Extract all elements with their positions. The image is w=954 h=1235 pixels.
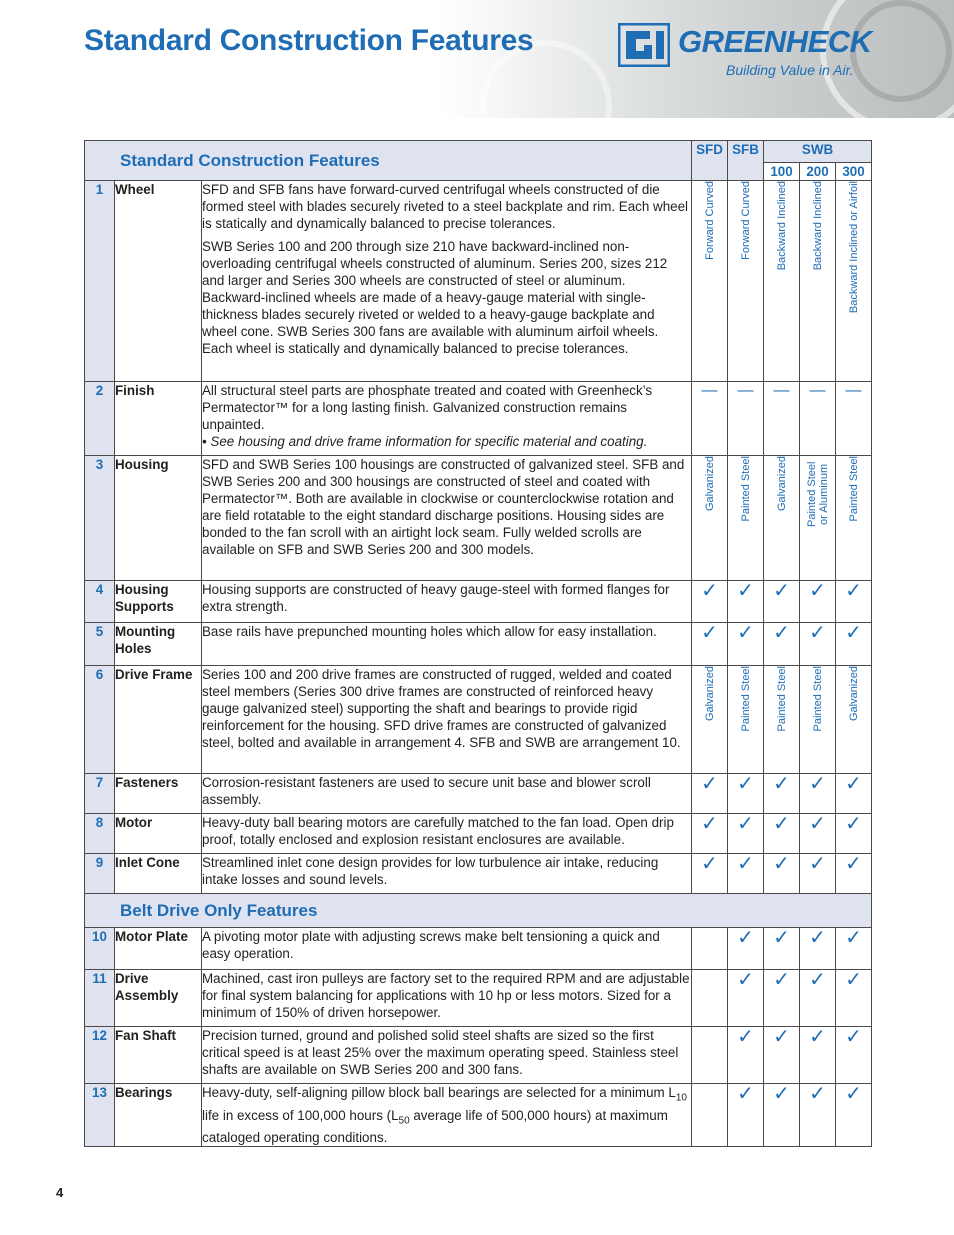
belt-section-title: Belt Drive Only Features [120, 900, 318, 920]
row-number: 7 [85, 774, 115, 814]
row-number: 11 [85, 970, 115, 1027]
availability-cell [764, 1027, 800, 1084]
availability-cell [836, 581, 872, 623]
availability-cell [764, 928, 800, 970]
availability-cell [728, 854, 764, 894]
row-number: 5 [85, 623, 115, 666]
description-text: average life of 500,000 hours) at maximum cataloged operating conditions. [202, 1107, 668, 1146]
availability-cell [764, 854, 800, 894]
check-icon: ✓ [773, 580, 790, 602]
availability-cell [836, 970, 872, 1027]
description-text: Base rails have prepunched mounting holes which allow for easy installation. [202, 624, 657, 639]
availability-cell [692, 1027, 728, 1084]
description-text: 50 [398, 1115, 410, 1127]
description-text: • See housing and drive frame information for specific material and coating. [202, 434, 648, 449]
table-row [85, 814, 872, 854]
table-row [85, 774, 872, 814]
availability-label: Painted Steel or Aluminum [805, 461, 830, 527]
availability-cell [800, 774, 836, 814]
logo-wordmark: GREENHECK [678, 24, 872, 59]
check-icon: ✓ [809, 622, 826, 644]
check-icon: ✓ [773, 927, 790, 949]
feature-name: Bearings [115, 1084, 202, 1147]
row-number: 1 [85, 181, 115, 382]
availability-cell [836, 774, 872, 814]
availability-cell [800, 1084, 836, 1147]
feature-name: Wheel [115, 181, 202, 382]
row-number: 6 [85, 666, 115, 774]
feature-description [202, 623, 692, 666]
availability-label: Forward Curved [739, 181, 752, 260]
col-header-swb-200: 200 [800, 163, 836, 181]
availability-cell [800, 623, 836, 666]
description-text: life in excess of 100,000 hours (L [202, 1107, 399, 1123]
dash-mark: — [773, 382, 790, 399]
feature-description [202, 456, 692, 581]
description-text: Streamlined inlet cone design provides for low turbulence air intake, reducing intake losses and sound levels. [202, 855, 659, 887]
availability-label: Forward Curved [703, 181, 716, 260]
section-header [85, 141, 692, 181]
availability-cell [728, 1027, 764, 1084]
feature-name: Drive Frame [115, 666, 202, 774]
table-row [85, 666, 872, 774]
check-icon: ✓ [809, 1083, 826, 1105]
feature-description [202, 181, 692, 382]
check-icon: ✓ [773, 853, 790, 875]
table-row [85, 623, 872, 666]
table-row [85, 1027, 872, 1084]
row-number: 4 [85, 581, 115, 623]
col-header-swb: SWB [764, 141, 872, 163]
availability-cell [800, 456, 836, 581]
check-icon: ✓ [737, 813, 754, 835]
feature-description [202, 774, 692, 814]
availability-cell [764, 1084, 800, 1147]
availability-cell [764, 774, 800, 814]
check-icon: ✓ [845, 813, 862, 835]
row-number: 8 [85, 814, 115, 854]
availability-cell [692, 854, 728, 894]
check-icon: ✓ [845, 853, 862, 875]
description-text: Corrosion-resistant fasteners are used to secure unit base and blower scroll assembly. [202, 775, 651, 807]
availability-cell [728, 1084, 764, 1147]
check-icon: ✓ [845, 773, 862, 795]
features-table [84, 140, 872, 1147]
availability-cell [692, 928, 728, 970]
col-header-swb-100: 100 [764, 163, 800, 181]
feature-description [202, 970, 692, 1027]
description-text: Heavy-duty, self-aligning pillow block ball bearings are selected for a minimum L [202, 1085, 676, 1100]
description-text: 10 [675, 1092, 687, 1104]
availability-cell [728, 581, 764, 623]
check-icon: ✓ [737, 969, 754, 991]
feature-description [202, 814, 692, 854]
availability-label: Galvanized [703, 456, 716, 512]
feature-description [202, 854, 692, 894]
table-row [85, 581, 872, 623]
check-icon: ✓ [809, 927, 826, 949]
availability-cell [800, 382, 836, 456]
availability-label: Backward Inclined [811, 181, 824, 271]
check-icon: ✓ [737, 773, 754, 795]
availability-cell [764, 581, 800, 623]
availability-cell [836, 181, 872, 382]
check-icon: ✓ [701, 580, 718, 602]
availability-label: Galvanized [847, 666, 860, 722]
greenheck-logo [618, 20, 878, 82]
check-icon: ✓ [845, 580, 862, 602]
check-icon: ✓ [737, 622, 754, 644]
table-row [85, 181, 872, 382]
check-icon: ✓ [809, 853, 826, 875]
check-icon: ✓ [737, 1026, 754, 1048]
table-row [85, 1084, 872, 1147]
feature-name: Finish [115, 382, 202, 456]
check-icon: ✓ [845, 927, 862, 949]
check-icon: ✓ [773, 773, 790, 795]
check-icon: ✓ [737, 580, 754, 602]
feature-description [202, 382, 692, 456]
availability-cell [800, 181, 836, 382]
availability-cell [692, 774, 728, 814]
availability-cell [728, 970, 764, 1027]
description-text: Series 100 and 200 drive frames are constructed of rugged, welded and coated steel members (Series 300 drive frames are constructed of reinforced heavy gauge galvanized steel) supporting the shaft and bearings to provide rigid reinforcement for the housing. SFD drive frames are constructed of galvanized steel, bolted and available in arrangement 4. SFB and SWB are arrangement 10. [202, 667, 681, 750]
check-icon: ✓ [773, 1026, 790, 1048]
availability-cell [836, 666, 872, 774]
description-text: A pivoting motor plate with adjusting screws make belt tensioning a quick and easy operation. [202, 929, 660, 961]
availability-cell [800, 581, 836, 623]
description-text: Housing supports are constructed of heavy gauge-steel with formed flanges for extra strength. [202, 582, 670, 614]
check-icon: ✓ [809, 773, 826, 795]
feature-name: Housing [115, 456, 202, 581]
feature-description [202, 1027, 692, 1084]
availability-cell [836, 1027, 872, 1084]
feature-description [202, 1084, 692, 1147]
feature-name: Housing Supports [115, 581, 202, 623]
check-icon: ✓ [809, 969, 826, 991]
dash-mark: — [737, 382, 754, 399]
table-row [85, 382, 872, 456]
availability-label: Painted Steel [739, 666, 752, 732]
availability-label: Backward Inclined or Airfoil [847, 181, 860, 314]
availability-cell [800, 970, 836, 1027]
availability-label: Galvanized [775, 456, 788, 512]
check-icon: ✓ [701, 853, 718, 875]
availability-cell [800, 854, 836, 894]
row-number: 9 [85, 854, 115, 894]
availability-cell [692, 181, 728, 382]
feature-name: Motor Plate [115, 928, 202, 970]
availability-cell [764, 382, 800, 456]
table-row [85, 970, 872, 1027]
belt-section-header [85, 894, 872, 928]
availability-cell [836, 456, 872, 581]
availability-cell [800, 814, 836, 854]
availability-cell [728, 623, 764, 666]
feature-name: Motor [115, 814, 202, 854]
availability-cell [692, 623, 728, 666]
check-icon: ✓ [845, 622, 862, 644]
check-icon: ✓ [809, 1026, 826, 1048]
check-icon: ✓ [773, 813, 790, 835]
section-title: Standard Construction Features [120, 150, 380, 170]
check-icon: ✓ [773, 1083, 790, 1105]
availability-cell [728, 382, 764, 456]
logo-tagline: Building Value in Air. [726, 62, 854, 78]
dash-mark: — [845, 382, 862, 399]
availability-cell [692, 456, 728, 581]
availability-cell [692, 382, 728, 456]
page-number: 4 [56, 1185, 64, 1200]
availability-label: Painted Steel [775, 666, 788, 732]
availability-cell [728, 814, 764, 854]
check-icon: ✓ [701, 622, 718, 644]
row-number: 2 [85, 382, 115, 456]
availability-cell [764, 623, 800, 666]
check-icon: ✓ [845, 969, 862, 991]
feature-name: Fan Shaft [115, 1027, 202, 1084]
availability-cell [836, 382, 872, 456]
availability-cell [692, 581, 728, 623]
greenheck-mark-icon [618, 23, 670, 67]
availability-cell [836, 814, 872, 854]
feature-name: Inlet Cone [115, 854, 202, 894]
feature-name: Drive Assembly [115, 970, 202, 1027]
availability-cell [764, 970, 800, 1027]
availability-label: Painted Steel [811, 666, 824, 732]
description-text: SWB Series 100 and 200 through size 210 have backward-inclined non-overloading centrifugal wheels constructed of aluminum. Series 200, sizes 212 and larger and Series 300 wheels are constructed of steel or aluminum. Backward-inclined wheels are made of a heavy-gauge material with single-thickness blades securely riveted or welded to a heavy-gauge backplate and wheel cone. SWB Series 300 fans are available with aluminum airfoil wheels. Each wheel is statically and dynamically balanced to precise tolerances. [202, 239, 668, 356]
description-text: Machined, cast iron pulleys are factory set to the required RPM and are adjustable for final system balancing for applications with 10 hp or less motors. Sized for a minimum of 150% of driven horsepower. [202, 971, 690, 1020]
table-row [85, 854, 872, 894]
check-icon: ✓ [845, 1083, 862, 1105]
availability-cell [836, 854, 872, 894]
col-header-sfb: SFB [728, 141, 764, 181]
check-icon: ✓ [809, 813, 826, 835]
availability-cell [692, 666, 728, 774]
availability-cell [728, 928, 764, 970]
availability-cell [800, 666, 836, 774]
availability-cell [800, 928, 836, 970]
availability-cell [836, 623, 872, 666]
availability-cell [692, 970, 728, 1027]
page-title: Standard Construction Features [84, 24, 534, 57]
row-number: 12 [85, 1027, 115, 1084]
check-icon: ✓ [845, 1026, 862, 1048]
description-text: Precision turned, ground and polished solid steel shafts are sized so the first critical speed is at least 25% over the maximum operating speed. Stainless steel shafts are available on SWB Series 200 and 300 fans. [202, 1028, 679, 1077]
check-icon: ✓ [809, 580, 826, 602]
availability-cell [836, 928, 872, 970]
description-text: SFD and SFB fans have forward-curved centrifugal wheels constructed of die formed steel with blades securely riveted to a steel backplate and rim. Each wheel is statically and dynamically balanced to precise tolerances. [202, 182, 689, 231]
col-header-sfd: SFD [692, 141, 728, 181]
availability-cell [692, 1084, 728, 1147]
availability-cell [800, 1027, 836, 1084]
availability-cell [764, 456, 800, 581]
availability-cell [728, 666, 764, 774]
availability-cell [728, 181, 764, 382]
availability-cell [692, 814, 728, 854]
availability-label: Galvanized [703, 666, 716, 722]
check-icon: ✓ [737, 927, 754, 949]
dash-mark: — [701, 382, 718, 399]
check-icon: ✓ [773, 622, 790, 644]
dash-mark: — [809, 382, 826, 399]
description-text: SFD and SWB Series 100 housings are constructed of galvanized steel. SFB and SWB Series 200 and 300 housings are constructed of steel and coated with Permatector™. Both are available in clockwise or counterclockwise rotation and are field rotatable to the eight standard discharge positions. Housing sides are bonded to the fan scroll with an airtight lock seam. Fully welded scrolls are available on SFB and SWB Series 200 and 300 models. [202, 457, 685, 557]
availability-label: Painted Steel [847, 456, 860, 522]
feature-name: Mounting Holes [115, 623, 202, 666]
feature-description [202, 928, 692, 970]
check-icon: ✓ [737, 853, 754, 875]
feature-description [202, 581, 692, 623]
col-header-swb-300: 300 [836, 163, 872, 181]
availability-label: Backward Inclined [775, 181, 788, 271]
availability-label: Painted Steel [739, 456, 752, 522]
check-icon: ✓ [773, 969, 790, 991]
check-icon: ✓ [701, 813, 718, 835]
availability-cell [764, 666, 800, 774]
availability-cell [764, 181, 800, 382]
row-number: 13 [85, 1084, 115, 1147]
feature-description [202, 666, 692, 774]
description-text: Heavy-duty ball bearing motors are carefully matched to the fan load. Open drip proof, totally enclosed and explosion resistant enclosures are available. [202, 815, 674, 847]
feature-name: Fasteners [115, 774, 202, 814]
availability-cell [728, 774, 764, 814]
availability-cell [728, 456, 764, 581]
description-text: All structural steel parts are phosphate treated and coated with Greenheck’s Permatector™ for a long lasting finish. Galvanized construction remains unpainted. [202, 383, 653, 432]
row-number: 10 [85, 928, 115, 970]
table-row [85, 928, 872, 970]
availability-cell [836, 1084, 872, 1147]
availability-cell [764, 814, 800, 854]
check-icon: ✓ [701, 773, 718, 795]
table-row [85, 456, 872, 581]
check-icon: ✓ [737, 1083, 754, 1105]
row-number: 3 [85, 456, 115, 581]
